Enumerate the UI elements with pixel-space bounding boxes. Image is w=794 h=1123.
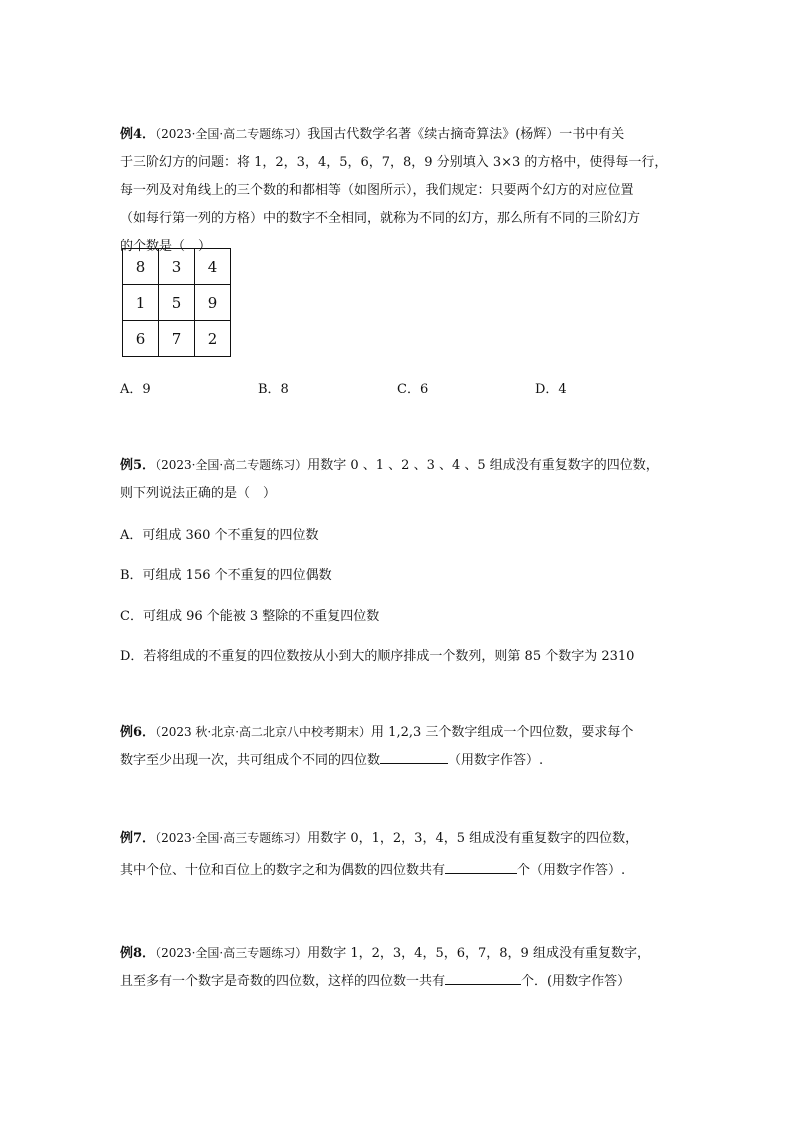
q7-line-2 [120, 857, 680, 885]
q8-text-1: 用数字 1，2，3，4，5，6，7，8，9 组成没有重复数字， [307, 946, 650, 961]
grid-cell: 1 [123, 285, 159, 321]
q7-text-2: 其中个位、十位和百位上的数字之和为偶数的四位数共有 [120, 863, 446, 878]
grid-cell: 2 [195, 321, 231, 357]
q4-line-5: 的个数是（ ） [120, 239, 212, 254]
q6-line-1 [120, 718, 680, 747]
grid-cell: 8 [123, 249, 159, 285]
q7-answer-blank[interactable] [445, 857, 517, 874]
question-6 [120, 718, 680, 775]
q6-line-2 [120, 747, 680, 775]
q7-source: （2023·全国·高三专题练习） [155, 831, 308, 845]
q4-option-b[interactable]: B．8 [258, 382, 289, 397]
question-4 [120, 120, 680, 261]
q5-option-b[interactable]: B．可组成 156 个不重复的四位偶数 [120, 568, 332, 583]
q5-text-1: 用数字 0 、1 、2 、3 、4 、5 组成没有重复数字的四位数， [307, 458, 659, 473]
grid-row [123, 321, 231, 357]
q8-text-2: 且至多有一个数字是奇数的四位数，这样的四位数一共有 [120, 974, 446, 989]
q6-label: 例6． [120, 725, 156, 740]
q4-option-c[interactable]: C．6 [397, 382, 429, 397]
q8-line-2 [120, 968, 680, 996]
q5-line-2: 则下列说法正确的是（ ） [120, 486, 277, 501]
q4-source: （2023·全国·高二专题练习） [155, 127, 308, 141]
q5-label: 例5． [120, 458, 156, 473]
q6-answer-blank[interactable] [380, 747, 448, 764]
q5-source: （2023·全国·高二专题练习） [155, 458, 308, 472]
magic-square-grid [122, 248, 231, 357]
q6-text-3: （用数字作答）. [448, 753, 544, 768]
question-5 [120, 451, 680, 508]
q7-text-3: 个（用数字作答）. [517, 863, 626, 878]
q6-text-1: 用 1,2,3 三个数字组成一个四位数，要求每个 [371, 725, 634, 740]
q5-line-1 [120, 451, 680, 480]
grid-cell: 6 [123, 321, 159, 357]
q4-option-d[interactable]: D．4 [535, 382, 567, 397]
q4-option-a[interactable]: A．9 [120, 382, 151, 397]
q5-option-a[interactable]: A．可组成 360 个不重复的四位数 [120, 528, 319, 543]
grid-cell: 5 [159, 285, 195, 321]
q6-source: （2023 秋·北京·高二北京八中校考期末） [155, 725, 372, 739]
q7-text-1: 用数字 0，1，2，3，4，5 组成没有重复数字的四位数， [307, 831, 639, 846]
q5-option-d[interactable]: D．若将组成的不重复的四位数按从小到大的顺序排成一个数列，则第 85 个数字为 2310 [120, 649, 635, 664]
q6-text-2: 数字至少出现一次，共可组成个不同的四位数 [120, 753, 381, 768]
grid-row [123, 285, 231, 321]
q4-line-2: 于三阶幻方的问题：将 1，2，3，4，5，6，7，8，9 分别填入 3×3 的方格中，使得每一行， [120, 155, 668, 170]
q4-line-1 [120, 120, 680, 149]
q8-text-3: 个．(用数字作答） [521, 974, 631, 989]
question-7 [120, 824, 680, 885]
grid-row [123, 249, 231, 285]
grid-cell: 4 [195, 249, 231, 285]
q4-line-3: 每一列及对角线上的三个数的和都相等（如图所示），我们规定：只要两个幻方的对应位置 [120, 183, 634, 198]
q8-answer-blank[interactable] [445, 968, 521, 985]
q7-label: 例7． [120, 831, 156, 846]
q8-source: （2023·全国·高三专题练习） [155, 946, 308, 960]
grid-cell: 7 [159, 321, 195, 357]
q5-option-c[interactable]: C．可组成 96 个能被 3 整除的不重复四位数 [120, 609, 380, 624]
q4-text-1: 我国古代数学名著《续古摘奇算法》(杨辉）一书中有关 [307, 127, 625, 142]
q4-line-4: （如每行第一列的方格）中的数字不全相同，就称为不同的幻方，那么所有不同的三阶幻方 [120, 211, 641, 226]
q4-label: 例4． [120, 127, 156, 142]
question-8 [120, 939, 680, 996]
grid-cell: 9 [195, 285, 231, 321]
q7-line-1 [120, 824, 680, 853]
q8-label: 例8． [120, 946, 156, 961]
grid-cell: 3 [159, 249, 195, 285]
q8-line-1 [120, 939, 680, 968]
